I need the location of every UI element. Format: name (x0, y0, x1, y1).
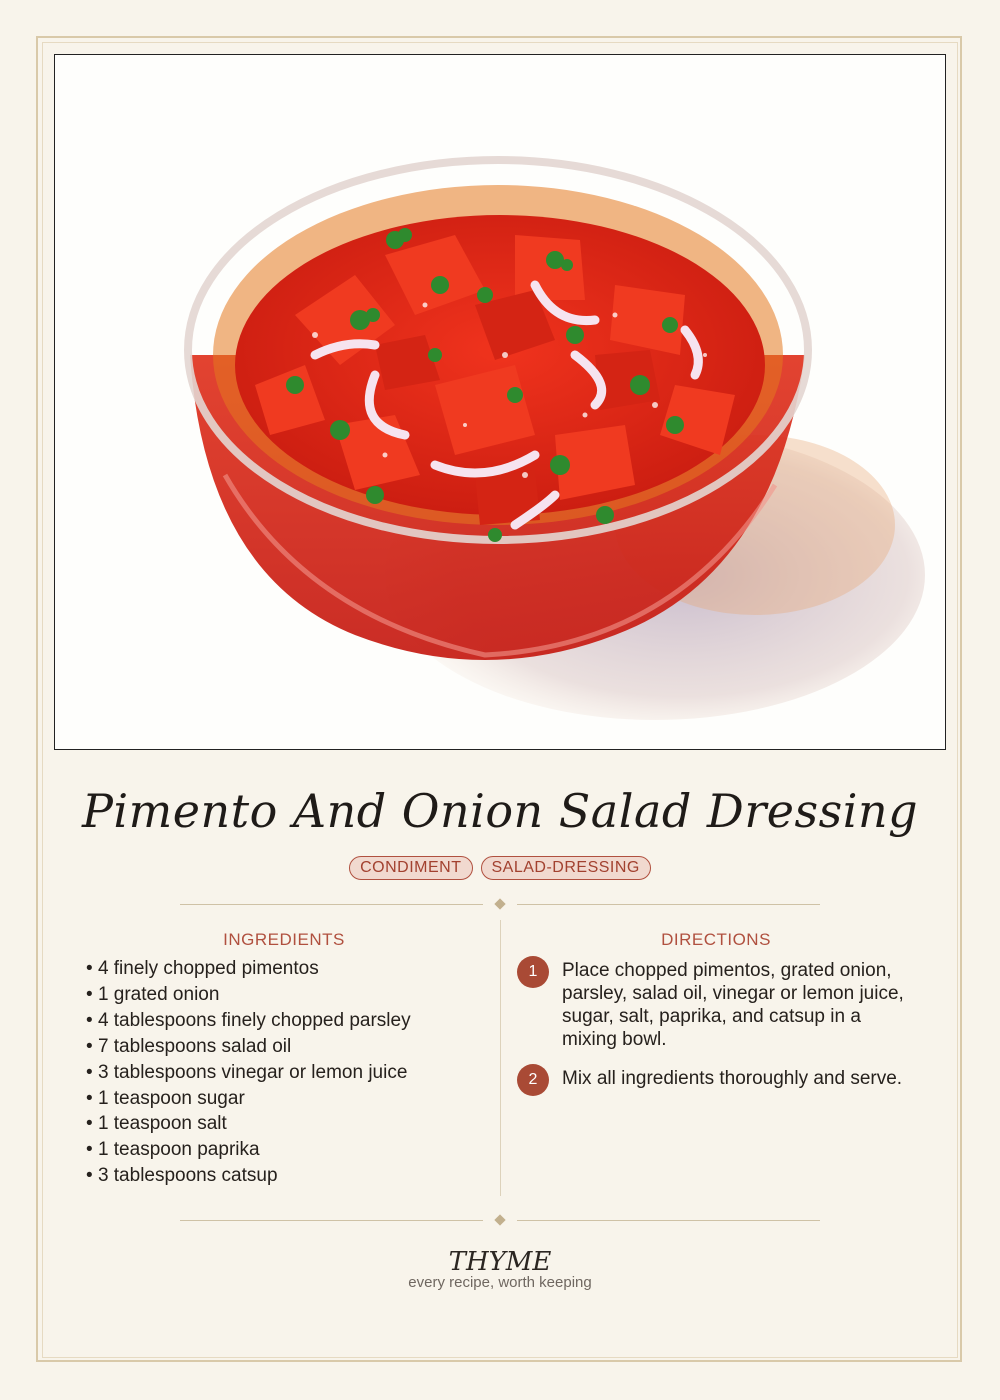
ingredient-item: • 3 tablespoons vinegar or lemon juice (86, 1060, 411, 1086)
brand-logo: THYME (448, 1247, 552, 1277)
tag-list (0, 856, 1000, 880)
tag-salad-dressing[interactable]: SALAD-DRESSING (481, 856, 651, 880)
section-divider-top (180, 898, 820, 912)
ingredient-item: • 1 teaspoon salt (86, 1111, 411, 1137)
ingredients-list (86, 956, 411, 1189)
step-text: Place chopped pimentos, grated onion, parsley, salad oil, vinegar or lemon juice, sugar, salt, paprika, and catsup in a mixing bowl. (562, 960, 904, 1050)
step-number-badge: 1 (517, 956, 549, 988)
directions-heading: DIRECTIONS (661, 930, 771, 949)
step-text: Mix all ingredients thoroughly and serve. (562, 1068, 903, 1089)
directions-list (516, 956, 916, 1103)
ingredient-item: • 3 tablespoons catsup (86, 1163, 411, 1189)
step-number-badge: 2 (517, 1064, 549, 1096)
ingredients-heading: INGREDIENTS (223, 930, 345, 949)
diamond-ornament-icon (494, 1214, 505, 1225)
brand-tagline: every recipe, worth keeping (408, 1274, 592, 1291)
direction-step (516, 1064, 916, 1090)
ingredient-item: • 4 finely chopped pimentos (86, 956, 411, 982)
ingredient-item: • 1 grated onion (86, 982, 411, 1008)
section-divider-bottom (180, 1214, 820, 1228)
ingredient-item: • 7 tablespoons salad oil (86, 1034, 411, 1060)
recipe-title: Pimento And Onion Salad Dressing (81, 784, 919, 838)
ingredient-item: • 4 tablespoons finely chopped parsley (86, 1008, 411, 1034)
direction-step (516, 956, 916, 1051)
diamond-ornament-icon (494, 898, 505, 909)
ingredient-item: • 1 teaspoon sugar (86, 1086, 411, 1112)
salad-bowl-illustration (55, 55, 946, 750)
ingredient-item: • 1 teaspoon paprika (86, 1137, 411, 1163)
tag-condiment[interactable]: CONDIMENT (349, 856, 472, 880)
recipe-photo (54, 54, 946, 750)
column-divider (500, 920, 501, 1196)
